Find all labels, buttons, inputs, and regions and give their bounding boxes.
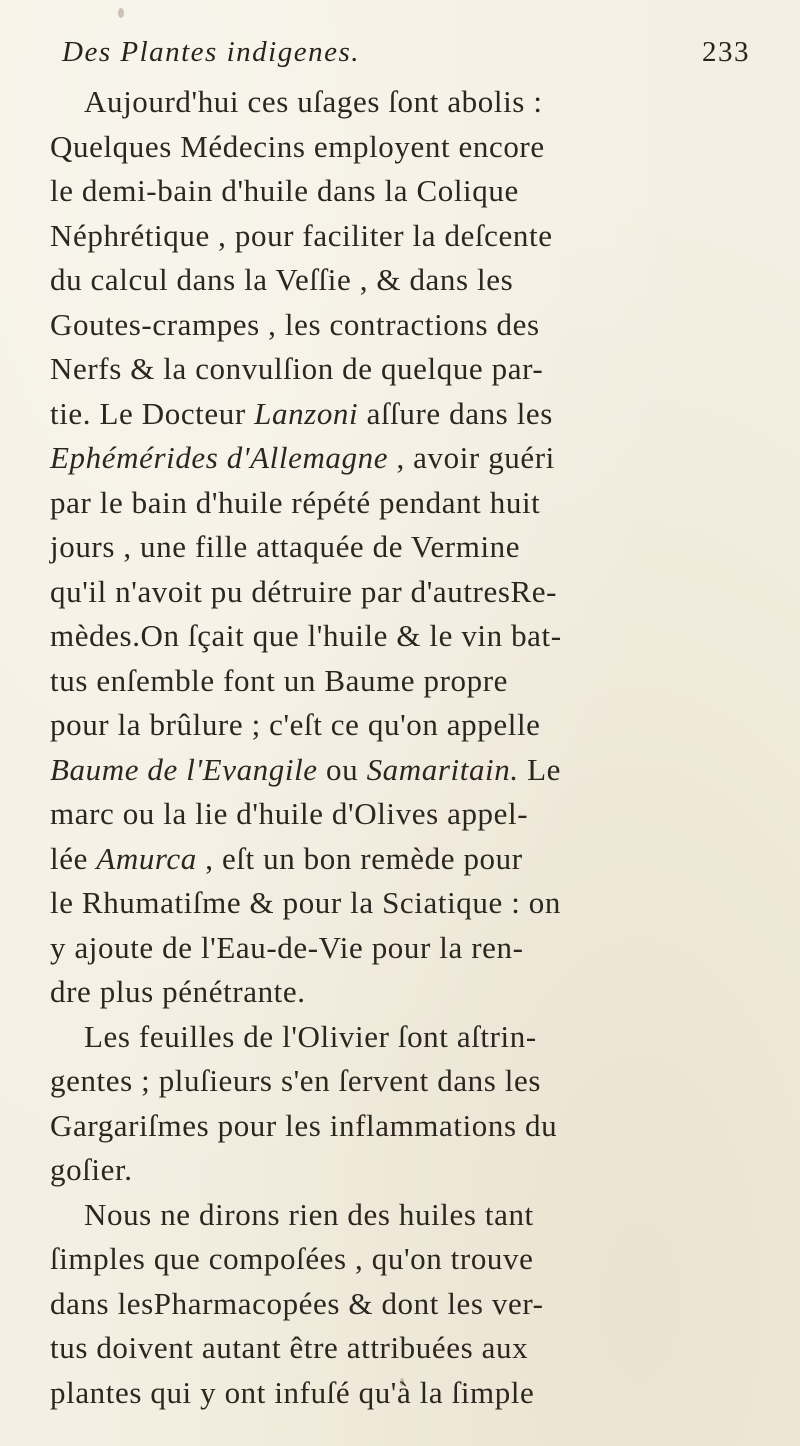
text-segment: tus enſemble font un Baume propre bbox=[50, 662, 508, 698]
text-segment: Goutes-crampes , les contractions des bbox=[50, 306, 540, 342]
running-title: Des Plantes indigenes. bbox=[62, 36, 360, 68]
text-segment: Les feuilles de l'Olivier ſont aſtrin- bbox=[84, 1018, 537, 1054]
text-line bbox=[50, 1015, 790, 1060]
text-line bbox=[50, 1371, 790, 1416]
text-line bbox=[50, 970, 790, 1015]
text-segment: Nerfs & la convulſion de quelque par- bbox=[50, 351, 544, 386]
text-line bbox=[50, 614, 790, 659]
text-segment: ou bbox=[317, 751, 367, 787]
text-line bbox=[50, 1326, 790, 1371]
text-line bbox=[50, 1148, 790, 1193]
text-line bbox=[50, 1059, 790, 1104]
text-segment: Gargariſmes pour les inflammations du bbox=[50, 1107, 558, 1143]
text-segment: marc ou la lie d'huile d'Olives appel- bbox=[50, 796, 529, 831]
text-segment: le Rhumatiſme & pour la Sciatique : on bbox=[50, 885, 561, 920]
text-segment: tus doivent autant être attribuées aux bbox=[50, 1330, 529, 1365]
text-segment: goſier. bbox=[50, 1152, 133, 1187]
text-line bbox=[50, 303, 790, 348]
text-line bbox=[50, 1282, 790, 1327]
text-line bbox=[50, 214, 790, 259]
text-line bbox=[50, 392, 790, 437]
italic-segment: Samaritain. bbox=[366, 751, 519, 787]
text-line bbox=[50, 748, 790, 793]
text-segment: mèdes.On ſçait que l'huile & le vin bat- bbox=[50, 618, 562, 653]
text-line bbox=[50, 258, 790, 303]
text-segment: plantes qui y ont infuſé qu'à la ſimple bbox=[50, 1374, 535, 1410]
text-line bbox=[50, 525, 790, 570]
text-segment: aſſure dans les bbox=[358, 395, 553, 431]
text-segment: tie. Le Docteur bbox=[50, 395, 255, 431]
italic-segment: Baume de l'Evangile bbox=[50, 751, 318, 787]
text-line bbox=[50, 926, 790, 971]
text-segment: , avoir guéri bbox=[388, 440, 555, 475]
text-segment: ſimples que compoſées , qu'on trouve bbox=[50, 1241, 534, 1276]
text-line bbox=[50, 1237, 790, 1282]
text-line bbox=[50, 481, 790, 526]
text-segment: lée bbox=[50, 840, 97, 876]
text-segment: dans lesPharmacopées & dont les ver- bbox=[50, 1285, 544, 1321]
text-segment: , eſt un bon remède pour bbox=[196, 840, 523, 876]
text-line bbox=[50, 881, 790, 926]
text-line bbox=[50, 703, 790, 748]
text-segment: Nous ne dirons rien des huiles tant bbox=[84, 1196, 534, 1232]
text-segment: du calcul dans la Veſſie , & dans les bbox=[50, 262, 514, 297]
paper-spot bbox=[118, 8, 124, 18]
text-line bbox=[50, 792, 790, 837]
text-line bbox=[50, 169, 790, 214]
text-segment: jours , une fille attaquée de Vermine bbox=[50, 529, 521, 564]
italic-segment: Ephémérides d'Allemagne bbox=[50, 440, 389, 475]
text-line bbox=[50, 570, 790, 615]
body-text bbox=[50, 80, 790, 1415]
running-head bbox=[62, 36, 772, 76]
text-segment: par le bain d'huile répété pendant huit bbox=[50, 484, 541, 520]
text-line bbox=[50, 436, 790, 481]
text-segment: Quelques Médecins employent encore bbox=[50, 128, 545, 164]
text-line bbox=[50, 659, 790, 704]
text-segment: dre plus pénétrante. bbox=[50, 974, 306, 1009]
text-segment: Le bbox=[518, 751, 561, 787]
text-segment: pour la brûlure ; c'eſt ce qu'on appelle bbox=[50, 707, 541, 742]
page-number: 233 bbox=[702, 36, 750, 68]
text-segment: Néphrétique , pour faciliter la deſcente bbox=[50, 217, 553, 253]
text-line bbox=[50, 80, 790, 125]
text-line bbox=[50, 347, 790, 392]
text-line bbox=[50, 125, 790, 170]
text-segment: Aujourd'hui ces uſages ſont abolis : bbox=[84, 84, 543, 119]
text-segment: le demi-bain d'huile dans la Colique bbox=[50, 173, 519, 208]
text-segment: gentes ; pluſieurs s'en ſervent dans les bbox=[50, 1063, 542, 1098]
italic-segment: Lanzoni bbox=[254, 395, 359, 431]
italic-segment: Amurca bbox=[96, 840, 197, 876]
text-segment: y ajoute de l'Eau-de-Vie pour la ren- bbox=[50, 929, 524, 965]
text-line bbox=[50, 1104, 790, 1149]
paper-spot bbox=[400, 1378, 404, 1386]
text-segment: qu'il n'avoit pu détruire par d'autresRe- bbox=[50, 573, 558, 609]
text-line bbox=[50, 1193, 790, 1238]
text-line bbox=[50, 837, 790, 882]
